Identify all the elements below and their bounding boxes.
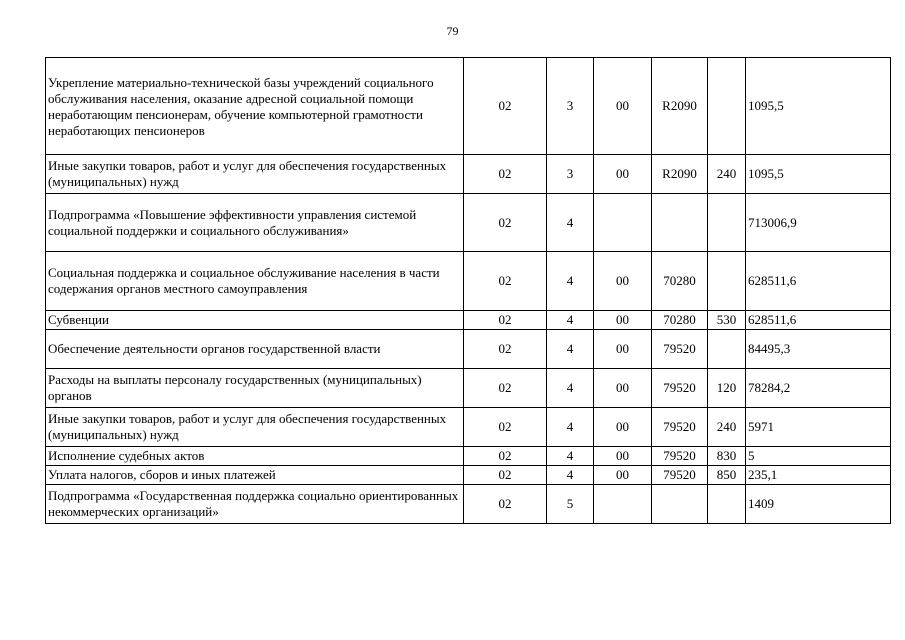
row-code-expense-type <box>708 330 746 369</box>
row-code-direction <box>652 485 708 524</box>
row-code-subprogram: 4 <box>547 330 594 369</box>
row-code-event <box>594 485 652 524</box>
table-row <box>46 194 891 252</box>
row-name: Расходы на выплаты персоналу государственных (муниципальных) органов <box>46 369 464 408</box>
row-name: Иные закупки товаров, работ и услуг для обеспечения государственных (муниципальных) нужд <box>46 408 464 447</box>
row-name: Укрепление материально-технической базы учреждений социального обслуживания населения, оказание адресной социальной помощи неработающим пенсионерам, обучение компьютерной грамотности неработающих пенсионеров <box>46 58 464 155</box>
page-number: 79 <box>446 24 459 38</box>
row-code-section: 02 <box>464 155 547 194</box>
table-row <box>46 311 891 330</box>
row-amount: 5971 <box>746 408 891 447</box>
row-code-direction: 79520 <box>652 466 708 485</box>
row-code-subprogram: 4 <box>547 408 594 447</box>
row-code-subprogram: 4 <box>547 447 594 466</box>
row-code-section: 02 <box>464 408 547 447</box>
table-row <box>46 369 891 408</box>
row-code-event: 00 <box>594 311 652 330</box>
row-code-event: 00 <box>594 466 652 485</box>
row-code-expense-type <box>708 252 746 311</box>
table-row <box>46 466 891 485</box>
row-code-expense-type <box>708 485 746 524</box>
row-amount: 235,1 <box>746 466 891 485</box>
row-code-subprogram: 5 <box>547 485 594 524</box>
row-code-direction: 79520 <box>652 408 708 447</box>
row-amount: 5 <box>746 447 891 466</box>
table-row <box>46 252 891 311</box>
table-row <box>46 408 891 447</box>
row-code-direction: 79520 <box>652 447 708 466</box>
row-name: Социальная поддержка и социальное обслуживание населения в части содержания органов местного самоуправления <box>46 252 464 311</box>
table-row <box>46 447 891 466</box>
row-code-subprogram: 4 <box>547 369 594 408</box>
row-amount: 84495,3 <box>746 330 891 369</box>
table-row <box>46 155 891 194</box>
table-row <box>46 485 891 524</box>
row-code-expense-type <box>708 58 746 155</box>
row-code-event: 00 <box>594 408 652 447</box>
row-name: Иные закупки товаров, работ и услуг для обеспечения государственных (муниципальных) нужд <box>46 155 464 194</box>
row-code-event <box>594 194 652 252</box>
row-code-subprogram: 4 <box>547 194 594 252</box>
row-code-event: 00 <box>594 447 652 466</box>
row-code-direction <box>652 194 708 252</box>
row-code-section: 02 <box>464 466 547 485</box>
row-code-expense-type: 240 <box>708 155 746 194</box>
row-amount: 628511,6 <box>746 311 891 330</box>
row-amount: 713006,9 <box>746 194 891 252</box>
row-code-direction: 79520 <box>652 330 708 369</box>
row-code-expense-type: 240 <box>708 408 746 447</box>
row-code-event: 00 <box>594 369 652 408</box>
row-code-direction: R2090 <box>652 155 708 194</box>
row-name: Исполнение судебных актов <box>46 447 464 466</box>
row-name: Субвенции <box>46 311 464 330</box>
row-code-section: 02 <box>464 252 547 311</box>
row-code-section: 02 <box>464 311 547 330</box>
row-code-direction: R2090 <box>652 58 708 155</box>
row-code-section: 02 <box>464 58 547 155</box>
budget-table <box>45 57 891 524</box>
row-code-section: 02 <box>464 194 547 252</box>
row-code-section: 02 <box>464 330 547 369</box>
row-code-expense-type: 530 <box>708 311 746 330</box>
row-amount: 1409 <box>746 485 891 524</box>
row-amount: 1095,5 <box>746 58 891 155</box>
row-code-direction: 70280 <box>652 252 708 311</box>
table-row <box>46 330 891 369</box>
row-code-section: 02 <box>464 447 547 466</box>
row-code-subprogram: 4 <box>547 252 594 311</box>
table-row <box>46 58 891 155</box>
row-name: Уплата налогов, сборов и иных платежей <box>46 466 464 485</box>
row-code-subprogram: 4 <box>547 311 594 330</box>
row-code-expense-type <box>708 194 746 252</box>
row-name: Подпрограмма «Государственная поддержка социально ориентированных некоммерческих организаций» <box>46 485 464 524</box>
row-code-expense-type: 830 <box>708 447 746 466</box>
row-name: Обеспечение деятельности органов государственной власти <box>46 330 464 369</box>
row-amount: 1095,5 <box>746 155 891 194</box>
row-code-subprogram: 3 <box>547 58 594 155</box>
row-code-subprogram: 4 <box>547 466 594 485</box>
row-code-event: 00 <box>594 155 652 194</box>
row-code-section: 02 <box>464 485 547 524</box>
row-code-event: 00 <box>594 252 652 311</box>
row-code-subprogram: 3 <box>547 155 594 194</box>
row-code-direction: 70280 <box>652 311 708 330</box>
row-code-expense-type: 120 <box>708 369 746 408</box>
row-code-event: 00 <box>594 330 652 369</box>
row-amount: 628511,6 <box>746 252 891 311</box>
row-code-event: 00 <box>594 58 652 155</box>
row-code-direction: 79520 <box>652 369 708 408</box>
row-code-expense-type: 850 <box>708 466 746 485</box>
row-code-section: 02 <box>464 369 547 408</box>
row-name: Подпрограмма «Повышение эффективности управления системой социальной поддержки и социального обслуживания» <box>46 194 464 252</box>
row-amount: 78284,2 <box>746 369 891 408</box>
